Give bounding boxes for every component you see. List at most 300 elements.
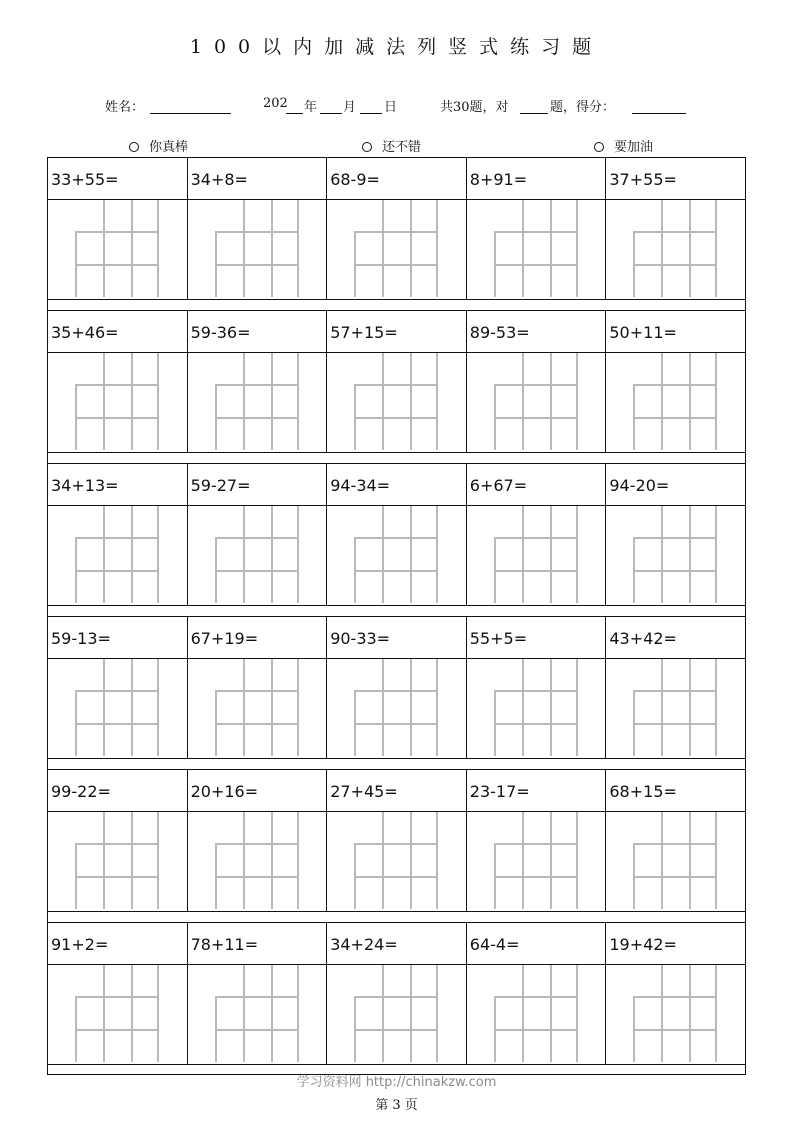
grid-line (243, 812, 245, 909)
work-cell[interactable] (188, 659, 328, 758)
grid-line (633, 537, 635, 603)
watermark: 学习资料网 http://chinakzw.com (296, 1075, 497, 1090)
rating-label: 要加油 (614, 140, 654, 155)
grid-line (131, 353, 133, 450)
grid-line (661, 506, 663, 603)
grid-line (215, 690, 217, 756)
grid-line (576, 659, 578, 756)
grid-line (297, 812, 299, 909)
grid-line (494, 537, 496, 603)
grid-line (633, 1029, 717, 1031)
grid-line (633, 384, 717, 386)
problem-text: 50+11= (609, 323, 677, 342)
grid-line (633, 417, 717, 419)
grid-line (550, 506, 552, 603)
vertical-calc-grid (75, 506, 159, 603)
grid-line (436, 353, 438, 450)
questions-score-label: 题，得分： (550, 100, 616, 115)
grid-line (715, 965, 717, 1062)
circle-icon[interactable] (362, 142, 372, 152)
grid-line (75, 570, 159, 572)
grid-line (382, 353, 384, 450)
grid-line (75, 231, 159, 233)
grid-line (494, 1029, 578, 1031)
grid-line (633, 537, 717, 539)
grid-line (75, 843, 77, 909)
work-cell[interactable] (48, 659, 188, 758)
problem-cell (327, 311, 467, 352)
vertical-calc-grid (354, 965, 438, 1062)
grid-line (494, 843, 578, 845)
rating-label: 你真棒 (149, 140, 189, 155)
grid-line (271, 200, 273, 297)
work-cell[interactable] (188, 812, 328, 911)
work-cell[interactable] (188, 200, 328, 299)
grid-line (215, 537, 217, 603)
grid-line (522, 812, 524, 909)
problem-text: 89-53= (469, 323, 530, 342)
vertical-calc-grid (354, 659, 438, 756)
name-blank[interactable] (150, 99, 231, 114)
work-cell[interactable] (188, 353, 328, 452)
work-area-row (48, 659, 745, 758)
problem-header-row (48, 923, 745, 965)
grid-line (131, 659, 133, 756)
grid-line (354, 1029, 438, 1031)
grid-line (157, 659, 159, 756)
grid-line (436, 200, 438, 297)
grid-line (215, 384, 217, 450)
problem-row (47, 769, 746, 912)
problem-cell (606, 923, 745, 964)
grid-line (410, 353, 412, 450)
grid-line (410, 965, 412, 1062)
problem-row (47, 157, 746, 300)
rating-option-3[interactable] (594, 136, 653, 155)
grid-line (633, 231, 717, 233)
grid-line (103, 200, 105, 297)
grid-line (633, 996, 717, 998)
problem-cell (48, 311, 188, 352)
problem-cell (188, 923, 328, 964)
grid-line (715, 506, 717, 603)
grid-line (243, 659, 245, 756)
grid-line (689, 965, 691, 1062)
problem-text: 20+16= (190, 782, 259, 801)
vertical-calc-grid (494, 200, 578, 297)
work-area-row (48, 965, 745, 1064)
problem-text: 55+5= (469, 629, 528, 648)
problem-text: 59-27= (190, 476, 251, 495)
work-cell[interactable] (467, 965, 607, 1064)
grid-line (436, 812, 438, 909)
work-cell[interactable] (327, 200, 467, 299)
month-label: 月 (343, 100, 357, 115)
vertical-calc-grid (633, 200, 717, 297)
problem-cell (188, 311, 328, 352)
grid-line (103, 353, 105, 450)
grid-line (689, 506, 691, 603)
problem-row (47, 463, 746, 606)
grid-line (633, 723, 717, 725)
work-cell[interactable] (48, 200, 188, 299)
grid-line (689, 353, 691, 450)
work-cell[interactable] (327, 659, 467, 758)
grid-line (633, 690, 717, 692)
work-cell[interactable] (606, 965, 745, 1064)
problem-text: 27+45= (330, 782, 398, 801)
grid-line (382, 812, 384, 909)
problem-text: 43+42= (609, 629, 677, 648)
grid-line (494, 843, 496, 909)
grid-line (75, 690, 77, 756)
grid-line (661, 200, 663, 297)
grid-line (494, 690, 496, 756)
problem-text: 91+2= (51, 935, 109, 954)
grid-line (131, 200, 133, 297)
problem-cell (467, 770, 607, 811)
grid-line (410, 812, 412, 909)
problem-cell (188, 158, 328, 199)
grid-line (157, 353, 159, 450)
grid-line (436, 965, 438, 1062)
day-label: 日 (384, 100, 398, 115)
grid-line (157, 506, 159, 603)
problem-cell (48, 617, 188, 658)
grid-line (354, 537, 438, 539)
problem-text: 94-34= (330, 476, 391, 495)
vertical-calc-grid (354, 812, 438, 909)
grid-line (75, 537, 159, 539)
vertical-calc-grid (215, 353, 299, 450)
problem-header-row (48, 158, 745, 200)
problem-header-row (48, 311, 745, 353)
grid-line (215, 384, 299, 386)
grid-line (354, 384, 356, 450)
problem-text: 6+67= (469, 476, 528, 495)
problem-row (47, 922, 746, 1065)
grid-line (354, 876, 438, 878)
grid-line (382, 506, 384, 603)
grid-line (689, 659, 691, 756)
work-cell[interactable] (327, 506, 467, 605)
grid-line (550, 812, 552, 909)
rating-option-2[interactable] (362, 136, 421, 155)
grid-line (633, 876, 717, 878)
grid-line (75, 876, 159, 878)
grid-line (75, 231, 77, 297)
problem-text: 34+13= (51, 476, 119, 495)
grid-line (661, 659, 663, 756)
grid-line (354, 537, 356, 603)
problem-text: 35+46= (51, 323, 119, 342)
grid-line (215, 1029, 299, 1031)
grid-line (243, 965, 245, 1062)
grid-line (715, 659, 717, 756)
grid-line (550, 200, 552, 297)
grid-line (354, 843, 438, 845)
work-cell[interactable] (467, 812, 607, 911)
grid-line (215, 723, 299, 725)
grid-line (661, 965, 663, 1062)
grid-line (243, 353, 245, 450)
grid-line (494, 690, 578, 692)
vertical-calc-grid (633, 659, 717, 756)
rating-option-1[interactable] (129, 136, 188, 155)
problem-text: 19+42= (609, 935, 677, 954)
problem-cell (606, 770, 745, 811)
grid-line (215, 876, 299, 878)
grid-line (243, 200, 245, 297)
grid-line (215, 996, 299, 998)
grid-line (494, 570, 578, 572)
grid-line (715, 812, 717, 909)
problem-text: 90-33= (330, 629, 391, 648)
work-cell[interactable] (467, 353, 607, 452)
problem-cell (48, 464, 188, 505)
year-blank[interactable] (286, 99, 303, 114)
problem-row (47, 616, 746, 759)
month-blank[interactable] (320, 99, 342, 114)
year-prefix: 202 (263, 96, 288, 111)
vertical-calc-grid (75, 200, 159, 297)
work-cell[interactable] (48, 353, 188, 452)
grid-line (550, 965, 552, 1062)
problem-cell (467, 311, 607, 352)
vertical-calc-grid (633, 965, 717, 1062)
grid-line (382, 200, 384, 297)
work-cell[interactable] (467, 659, 607, 758)
work-area-row (48, 200, 745, 299)
problem-text: 8+91= (469, 170, 528, 189)
circle-icon[interactable] (129, 142, 139, 152)
grid-line (215, 231, 299, 233)
grid-line (633, 264, 717, 266)
vertical-calc-grid (354, 353, 438, 450)
grid-line (661, 353, 663, 450)
grid-line (297, 659, 299, 756)
grid-line (243, 506, 245, 603)
problem-header-row (48, 464, 745, 506)
name-label: 姓名： (105, 100, 145, 115)
grid-line (550, 659, 552, 756)
grid-line (522, 200, 524, 297)
grid-line (494, 231, 578, 233)
vertical-calc-grid (354, 506, 438, 603)
grid-line (689, 812, 691, 909)
grid-line (131, 965, 133, 1062)
problem-text: 68+15= (609, 782, 677, 801)
grid-line (354, 996, 438, 998)
page-number: 第 3 页 (375, 1098, 418, 1113)
vertical-calc-grid (633, 812, 717, 909)
page-title: 100以内加减法列竖式练习题 (189, 36, 604, 58)
score-blank[interactable] (632, 99, 686, 114)
grid-line (494, 876, 578, 878)
problem-cell (188, 770, 328, 811)
grid-line (215, 843, 217, 909)
grid-line (494, 537, 578, 539)
problem-header-row (48, 770, 745, 812)
problem-text: 94-20= (609, 476, 670, 495)
grid-line (75, 384, 77, 450)
grid-line (633, 384, 635, 450)
grid-line (157, 965, 159, 1062)
work-cell[interactable] (606, 200, 745, 299)
vertical-calc-grid (75, 659, 159, 756)
problem-cell (606, 158, 745, 199)
grid-line (354, 996, 356, 1062)
total-label: 共30题，对 (440, 100, 509, 115)
grid-line (215, 570, 299, 572)
grid-line (633, 843, 635, 909)
work-cell[interactable] (327, 353, 467, 452)
day-blank[interactable] (360, 99, 382, 114)
grid-line (215, 264, 299, 266)
problem-row (47, 310, 746, 453)
grid-line (354, 231, 356, 297)
problem-cell (327, 617, 467, 658)
grid-line (75, 843, 159, 845)
grid-line (157, 200, 159, 297)
grid-line (103, 965, 105, 1062)
problem-cell (606, 464, 745, 505)
grid-line (633, 231, 635, 297)
work-cell[interactable] (467, 200, 607, 299)
grid-line (633, 690, 635, 756)
vertical-calc-grid (494, 812, 578, 909)
grid-line (354, 417, 438, 419)
grid-line (215, 996, 217, 1062)
grid-line (354, 384, 438, 386)
grid-line (75, 384, 159, 386)
grid-line (550, 353, 552, 450)
grid-line (522, 353, 524, 450)
grid-line (75, 996, 77, 1062)
grid-line (522, 506, 524, 603)
work-cell[interactable] (606, 812, 745, 911)
grid-line (633, 843, 717, 845)
work-cell[interactable] (327, 965, 467, 1064)
grid-line (410, 506, 412, 603)
vertical-calc-grid (215, 965, 299, 1062)
grid-line (576, 200, 578, 297)
problem-text: 37+55= (609, 170, 677, 189)
grid-line (75, 996, 159, 998)
grid-line (576, 506, 578, 603)
work-cell[interactable] (327, 812, 467, 911)
grid-line (522, 965, 524, 1062)
grid-line (576, 353, 578, 450)
vertical-calc-grid (633, 353, 717, 450)
grid-line (297, 353, 299, 450)
grid-line (494, 264, 578, 266)
work-cell[interactable] (467, 506, 607, 605)
grid-line (576, 965, 578, 1062)
grid-line (271, 506, 273, 603)
work-cell[interactable] (48, 506, 188, 605)
grid-line (494, 384, 496, 450)
grid-line (131, 812, 133, 909)
problem-text: 34+8= (190, 170, 248, 189)
work-cell[interactable] (606, 659, 745, 758)
grid-line (633, 570, 717, 572)
grid-line (271, 353, 273, 450)
grid-line (576, 812, 578, 909)
work-cell[interactable] (48, 812, 188, 911)
grid-line (103, 506, 105, 603)
grid-line (215, 843, 299, 845)
problem-header-row (48, 617, 745, 659)
grid-line (271, 659, 273, 756)
correct-blank[interactable] (520, 99, 548, 114)
work-area-row (48, 506, 745, 605)
grid-line (103, 659, 105, 756)
vertical-calc-grid (494, 353, 578, 450)
problem-cell (327, 464, 467, 505)
vertical-calc-grid (75, 812, 159, 909)
grid-line (215, 231, 217, 297)
problem-cell (467, 923, 607, 964)
problem-text: 99-22= (51, 782, 111, 801)
work-cell[interactable] (606, 506, 745, 605)
problem-text: 59-36= (190, 323, 251, 342)
work-cell[interactable] (188, 965, 328, 1064)
work-cell[interactable] (606, 353, 745, 452)
grid-line (522, 659, 524, 756)
grid-line (494, 723, 578, 725)
work-cell[interactable] (48, 965, 188, 1064)
vertical-calc-grid (215, 812, 299, 909)
grid-line (215, 537, 299, 539)
grid-line (297, 506, 299, 603)
grid-line (75, 264, 159, 266)
circle-icon[interactable] (594, 142, 604, 152)
problem-cell (467, 464, 607, 505)
grid-line (297, 200, 299, 297)
problem-text: 23-17= (469, 782, 530, 801)
problem-cell (467, 617, 607, 658)
work-cell[interactable] (188, 506, 328, 605)
problem-text: 57+15= (330, 323, 398, 342)
grid-line (436, 506, 438, 603)
vertical-calc-grid (215, 506, 299, 603)
vertical-calc-grid (494, 506, 578, 603)
grid-line (131, 506, 133, 603)
vertical-calc-grid (633, 506, 717, 603)
vertical-calc-grid (215, 200, 299, 297)
problem-cell (188, 464, 328, 505)
grid-line (354, 264, 438, 266)
grid-line (75, 537, 77, 603)
problem-text: 33+55= (51, 170, 119, 189)
grid-line (354, 843, 356, 909)
grid-line (75, 690, 159, 692)
grid-line (494, 996, 578, 998)
grid-line (494, 417, 578, 419)
grid-line (436, 659, 438, 756)
problem-cell (606, 311, 745, 352)
grid-line (103, 812, 105, 909)
grid-line (689, 200, 691, 297)
problem-text: 64-4= (469, 935, 520, 954)
problem-cell (48, 158, 188, 199)
grid-line (715, 353, 717, 450)
grid-line (661, 812, 663, 909)
grid-line (633, 996, 635, 1062)
problem-text: 34+24= (330, 935, 398, 954)
vertical-calc-grid (215, 659, 299, 756)
